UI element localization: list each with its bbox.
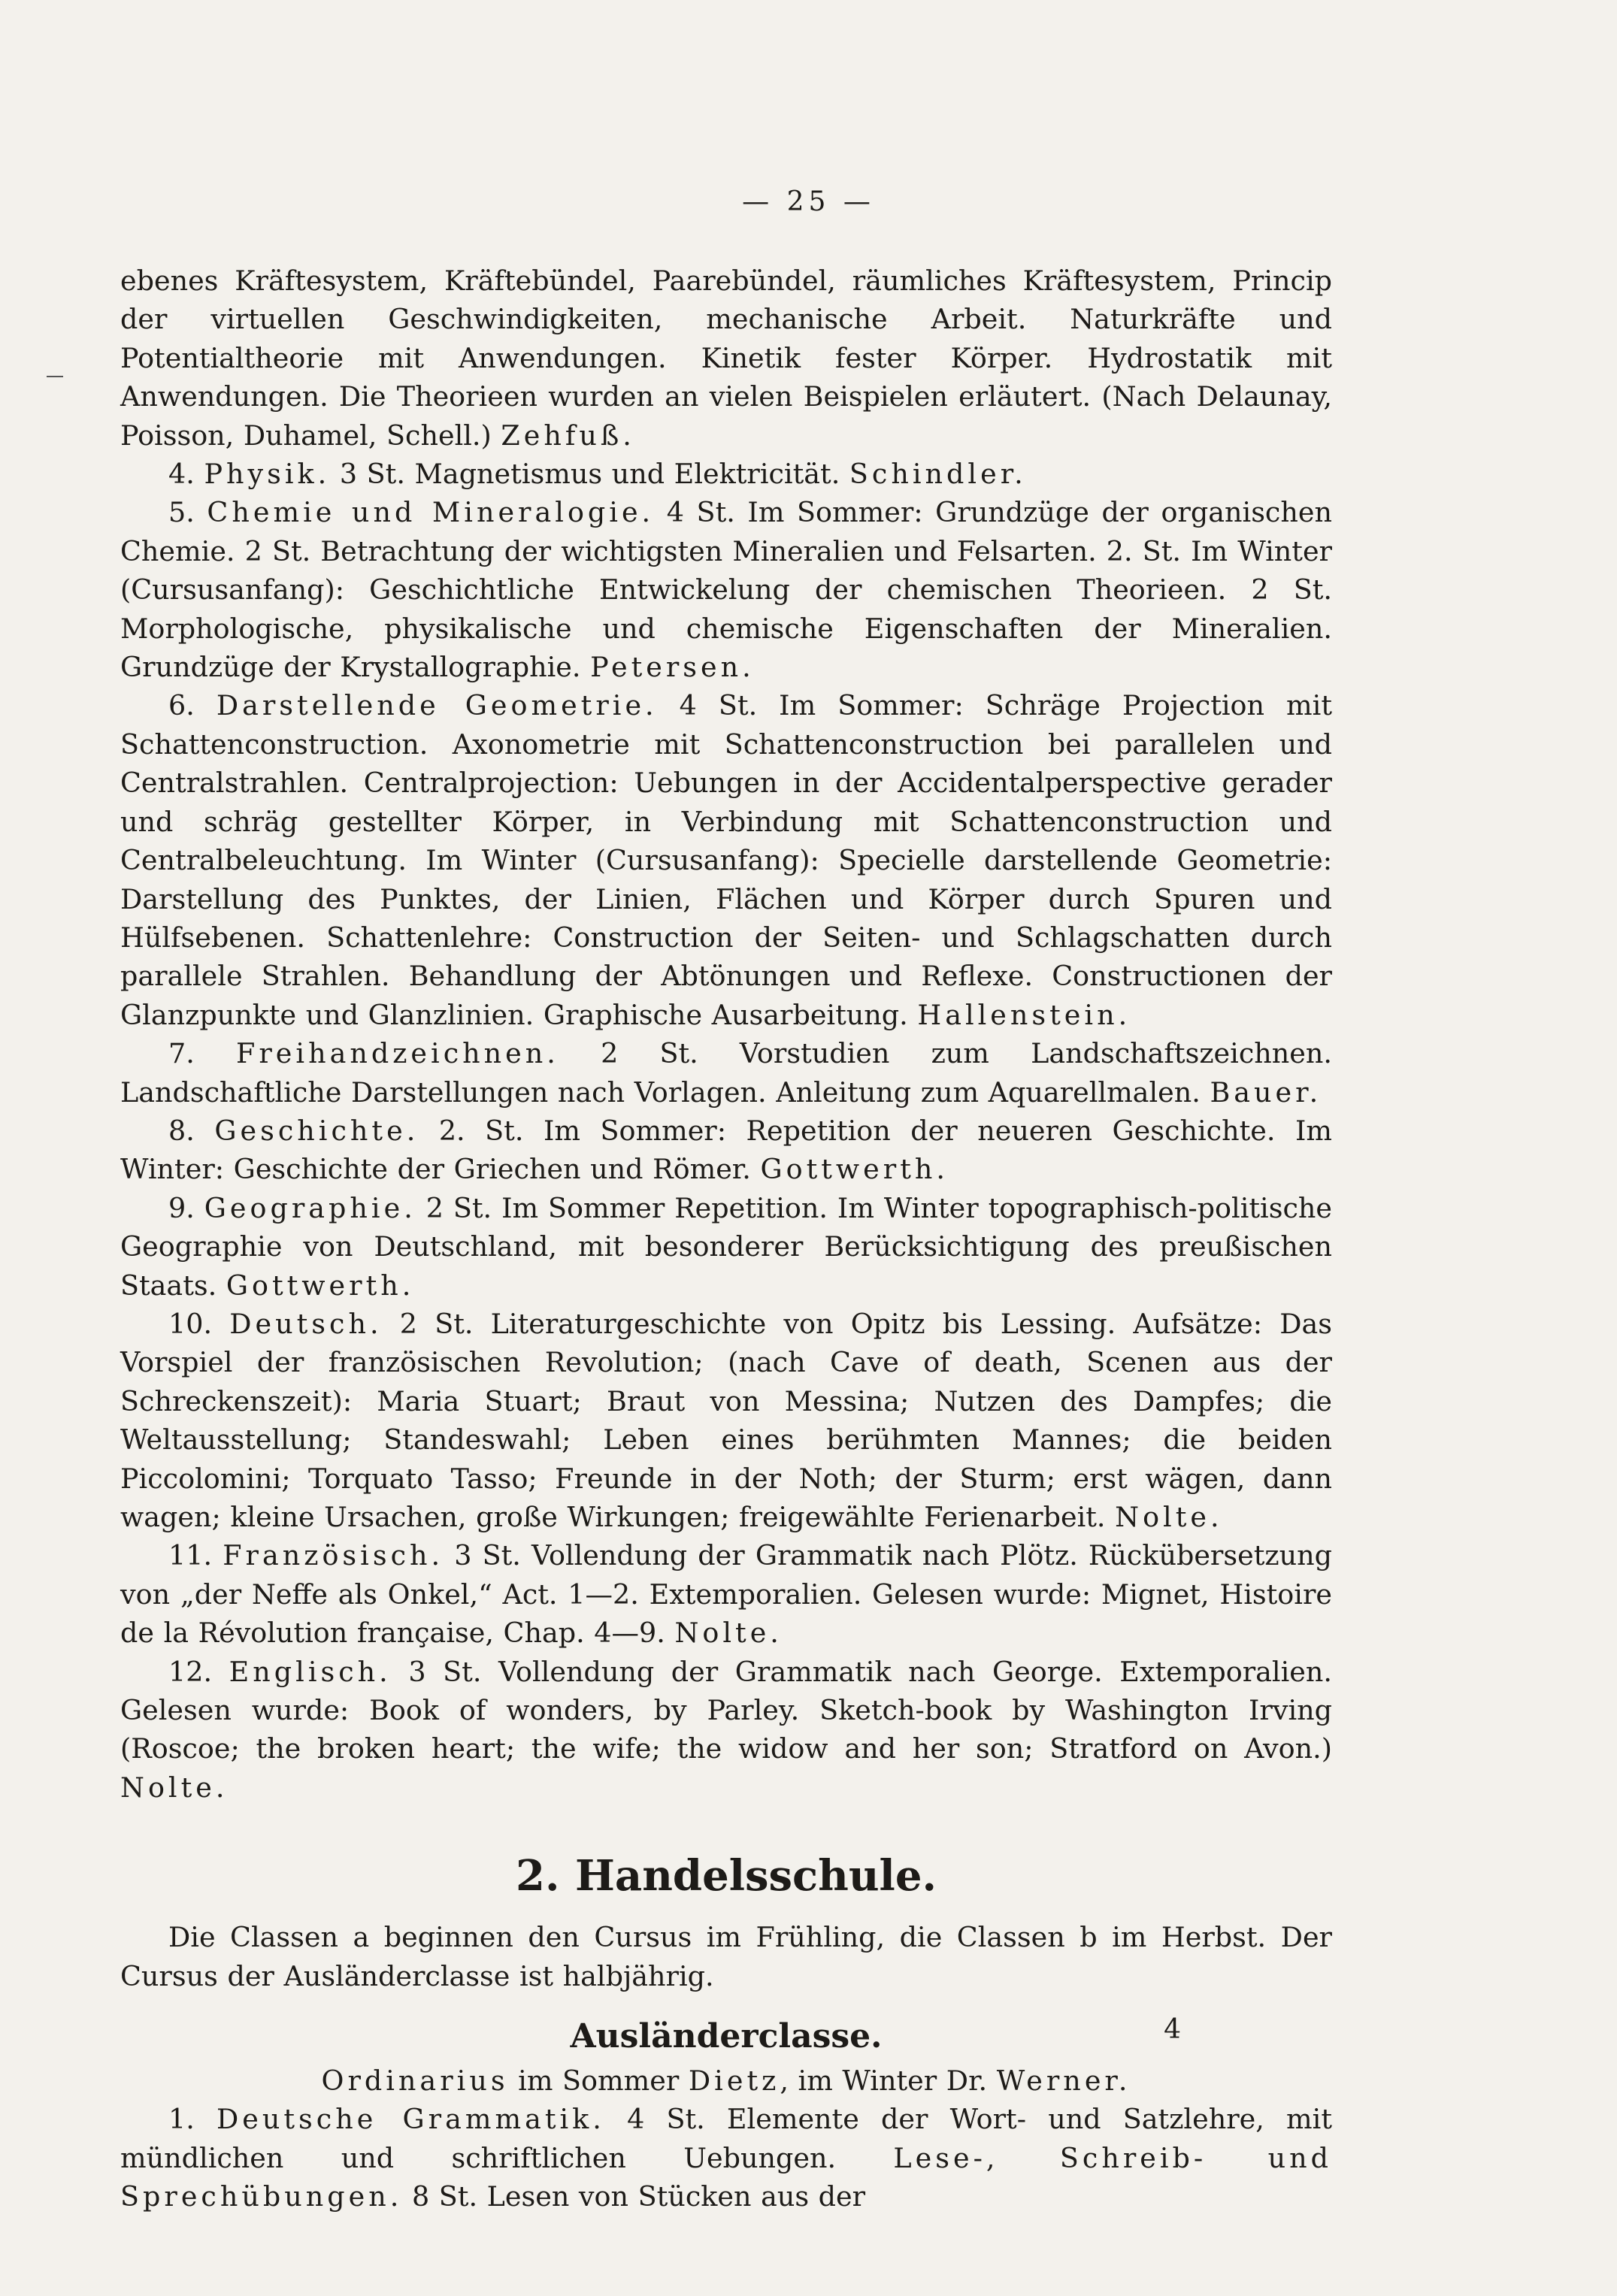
section-title: 2. Handelsschule. xyxy=(516,1851,937,1901)
ordinarius-mid: , im Winter Dr. xyxy=(780,2065,997,2098)
item-number: 12. xyxy=(168,1655,213,1688)
item-title: Freihandzeichnen. xyxy=(236,1037,559,1070)
item-title: Physik. xyxy=(204,458,331,491)
item-teacher: Bauer. xyxy=(1210,1075,1322,1109)
margin-mark xyxy=(47,376,63,377)
item-text-second: 8 St. Lesen von Stücken aus der xyxy=(402,2180,866,2213)
course-item xyxy=(120,1305,1332,1536)
item-teacher: Gottwerth. xyxy=(760,1153,949,1186)
page-number: — 25 — xyxy=(742,186,875,217)
item-text: 2 St. Literaturgeschichte von Opitz bis Lessing. Aufsätze: Das Vorspiel der französischen Revolution; (nach Cave of death, Scenen aus der Schreckenszeit): Maria Stuart; Braut von Messina; Nutzen des Dampfes; die Weltausstellung; Standeswahl; Leben eines berühmten Mannes; die beiden Piccolomini; Torquato Tasso; Freunde in der Noth; der Sturm; erst wägen, dann wagen; kleine Ursachen, große Wirkungen; freigewählte Ferienarbeit. xyxy=(120,1307,1332,1533)
ordinarius-label: Ordinarius xyxy=(321,2065,509,2098)
item-number: 9. xyxy=(168,1191,195,1224)
item-teacher: Gottwerth. xyxy=(226,1269,415,1302)
ordinarius-winter: Werner. xyxy=(996,2065,1131,2098)
item-number: 11. xyxy=(168,1539,213,1572)
item-number: 6. xyxy=(168,689,195,722)
course-item xyxy=(120,493,1332,686)
item-teacher: Schindler. xyxy=(849,458,1027,491)
item-number: 1. xyxy=(168,2103,195,2136)
signature-mark: 4 xyxy=(1164,2014,1181,2045)
course-item xyxy=(120,1653,1332,1807)
item-title-second: Lese-, Schreib- und Sprechübungen. xyxy=(120,2141,1332,2213)
continuation-text: ebenes Kräftesystem, Kräftebündel, Paarebündel, räumliches Kräftesystem, Princip der virtuellen Geschwindigkeiten, mechanische Arbeit. Naturkräfte und Potentialtheorie mit Anwendungen. Kinetik fester Körper. Hydrostatik mit Anwendungen. Die Theorieen wurden an vielen Beispielen erläutert. (Nach Delaunay, Poisson, Duhamel, Schell.) xyxy=(120,265,1332,452)
course-item xyxy=(120,1112,1332,1189)
item-teacher: Nolte. xyxy=(120,1771,229,1804)
item-text: 3 St. Vollendung der Grammatik nach George. Extemporalien. Gelesen wurde: Book of wonders, by Parley. Sketch-book by Washington Irving (Roscoe; the broken heart; the wife; the widow and her son; Stratford on Avon.) xyxy=(120,1655,1332,1765)
item-title: Englisch. xyxy=(229,1655,392,1688)
course-item xyxy=(120,686,1332,1034)
item-number: 10. xyxy=(168,1307,213,1340)
item-text: 2 St. Im Sommer Repetition. Im Winter topographisch-politische Geographie von Deutschland, mit besonderer Berücksichtigung des preußischen Staats. xyxy=(120,1191,1332,1302)
page-body xyxy=(120,262,1332,2216)
subsection-title: Ausländerclasse. xyxy=(570,2017,883,2056)
first-course-item xyxy=(120,2100,1332,2216)
item-title: Chemie und Mineralogie. xyxy=(207,496,655,529)
item-number: 4. xyxy=(168,458,195,491)
item-title: Geschichte. xyxy=(214,1114,419,1147)
item-title: Deutsch. xyxy=(229,1307,383,1340)
item-teacher: Hallenstein. xyxy=(917,998,1131,1031)
item-teacher: Nolte. xyxy=(1115,1501,1223,1533)
course-item xyxy=(120,1034,1332,1112)
item-text: 4 St. Im Sommer: Schräge Projection mit Schattenconstruction. Axonometrie mit Schattenconstruction bei parallelen und Centralstrahlen. Centralprojection: Uebungen in der Accidentalperspective gerader und schräg gestellter Körper, in Verbindung mit Schattenconstruction und Centralbeleuchtung. Im Winter (Cursusanfang): Specielle darstellende Geometrie: Darstellung des Punktes, der Linien, Flächen und Körper durch Spuren und Hülfsebenen. Schattenlehre: Construction der Seiten- und Schlagschatten durch parallele Strahlen. Behandlung der Abtönungen und Reflexe. Constructionen der Glanzpunkte und Glanzlinien. Graphische Ausarbeitung. xyxy=(120,689,1332,1031)
course-item xyxy=(120,455,1332,493)
ordinarius-line xyxy=(120,2062,1332,2100)
item-text: 4 St. Elemente der Wort- und Satzlehre, mit mündlichen und schriftlichen Uebungen. xyxy=(120,2103,1332,2174)
item-text: 3 St. Magnetismus und Elektricität. xyxy=(330,458,840,491)
item-title: Französisch. xyxy=(223,1539,444,1572)
item-text: 2. St. Im Sommer: Repetition der neueren Geschichte. Im Winter: Geschichte der Griechen und Römer. xyxy=(120,1114,1332,1186)
item-number: 5. xyxy=(168,496,195,529)
course-item xyxy=(120,1189,1332,1305)
item-teacher: Petersen. xyxy=(590,651,755,684)
item-teacher: Nolte. xyxy=(674,1617,783,1650)
ordinarius-summer: Dietz xyxy=(688,2065,780,2098)
course-list xyxy=(120,455,1332,1807)
item-title: Darstellende Geometrie. xyxy=(216,689,658,722)
item-text: 3 St. Vollendung der Grammatik nach Plötz. Rückübersetzung von „der Neffe als Onkel,“ Act. 1—2. Extemporalien. Gelesen wurde: Mignet, Histoire de la Révolution française, Chap. 4—9. xyxy=(120,1539,1332,1650)
item-number: 7. xyxy=(168,1037,195,1070)
continuation-teacher: Zehfuß. xyxy=(501,419,635,452)
continuation-paragraph xyxy=(120,262,1332,455)
course-item xyxy=(120,1536,1332,1652)
section-intro: Die Classen a beginnen den Cursus im Frühling, die Classen b im Herbst. Der Cursus der Ausländerclasse ist halbjährig. xyxy=(120,1921,1332,1992)
item-title: Deutsche Grammatik. xyxy=(217,2103,605,2136)
ordinarius-text: im Sommer xyxy=(508,2065,689,2098)
item-text: 2 St. Vorstudien zum Landschaftszeichnen. Landschaftliche Darstellungen nach Vorlagen. Anleitung zum Aquarellmalen. xyxy=(120,1037,1332,1109)
item-title: Geographie. xyxy=(204,1191,416,1224)
item-number: 8. xyxy=(168,1114,195,1147)
item-text: 4 St. Im Sommer: Grundzüge der organischen Chemie. 2 St. Betrachtung der wichtigsten Mineralien und Felsarten. 2. St. Im Winter (Cursusanfang): Geschichtliche Entwickelung der chemischen Theorieen. 2 St. Morphologische, physikalische und chemische Eigenschaften der Mineralien. Grundzüge der Krystallographie. xyxy=(120,496,1332,684)
